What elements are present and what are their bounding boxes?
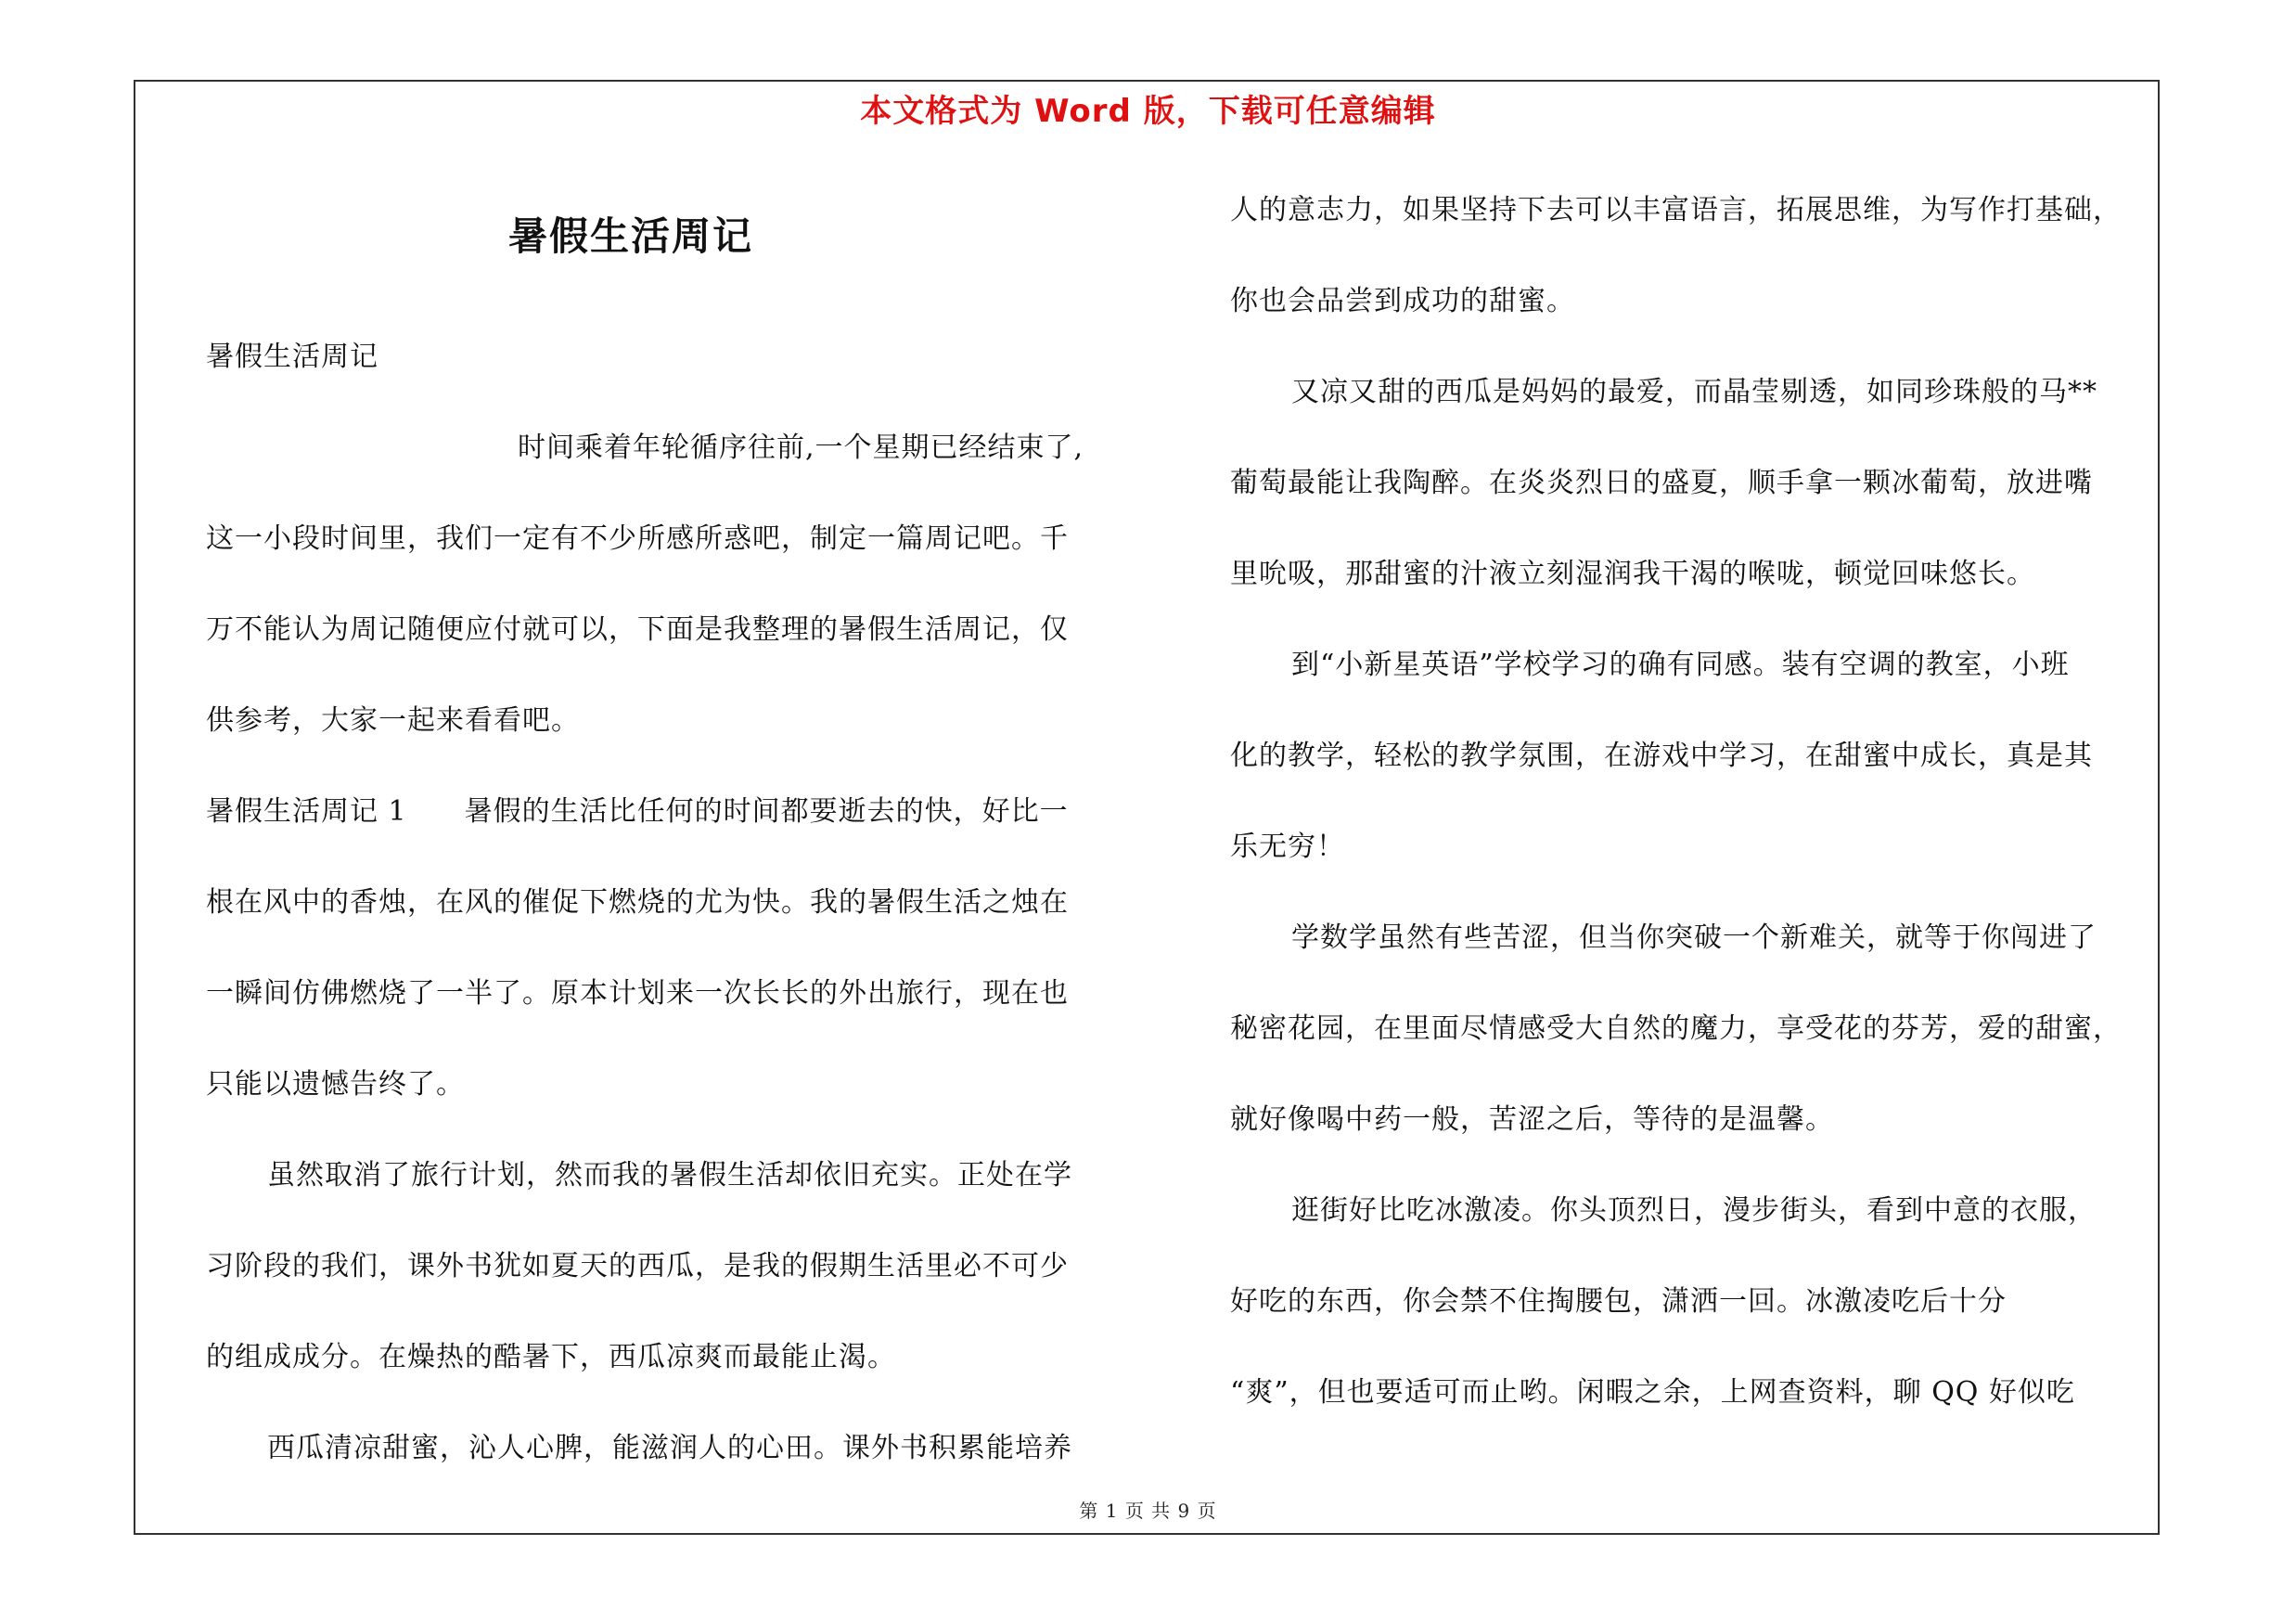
text-line: 好吃的东西，你会禁不住掏腰包，潇洒一回。冰激凌吃后十分	[1230, 1285, 2007, 1318]
format-banner: 本文格式为 Word 版，下载可任意编辑	[860, 93, 1436, 130]
text-line: 化的教学，轻松的教学氛围，在游戏中学习，在甜蜜中成长，真是其	[1230, 740, 2093, 772]
text-line: 人的意志力，如果坚持下去可以丰富语言，拓展思维，为写作打基础，	[1230, 194, 2122, 226]
text-line: 根在风中的香烛，在风的催促下燃烧的尤为快。我的暑假生活之烛在	[206, 886, 1069, 919]
text-line: 习阶段的我们，课外书犹如夏天的西瓜，是我的假期生活里必不可少	[206, 1250, 1069, 1282]
text-line: “爽”，但也要适可而止哟。闲暇之余，上网查资料，聊 QQ 好似吃	[1230, 1376, 2075, 1409]
text-line: 一瞬间仿佛燃烧了一半了。原本计划来一次长长的外出旅行，现在也	[206, 977, 1069, 1010]
page-footer: 第 1 页 共 9 页	[1079, 1500, 1217, 1522]
text-line: 西瓜清凉甜蜜，沁人心脾，能滋润人的心田。课外书积累能培养	[267, 1432, 1072, 1464]
text-line: 里吮吸，那甜蜜的汁液立刻湿润我干渴的喉咙，顿觉回味悠长。	[1230, 558, 2035, 590]
text-line: 学数学虽然有些苦涩，但当你突破一个新难关，就等于你闯进了	[1291, 921, 2097, 954]
text-line: 只能以遗憾告终了。	[206, 1068, 465, 1101]
text-line: 万不能认为周记随便应付就可以，下面是我整理的暑假生活周记，仅	[206, 613, 1069, 646]
text-line: 到“小新星英语”学校学习的确有同感。装有空调的教室，小班	[1291, 649, 2070, 681]
text-line: 这一小段时间里，我们一定有不少所感所惑吧，制定一篇周记吧。千	[206, 522, 1069, 555]
subtitle-line: 暑假生活周记	[206, 341, 378, 373]
text-line: 逛街好比吃冰激凌。你头顶烈日，漫步街头，看到中意的衣服，	[1291, 1194, 2097, 1227]
text-line: 乐无穷！	[1230, 831, 1345, 863]
text-line: 供参考，大家一起来看看吧。	[206, 704, 580, 737]
text-line: 就好像喝中药一般，苦涩之后，等待的是温馨。	[1230, 1103, 1834, 1136]
text-line: 暑假生活周记 1 暑假的生活比任何的时间都要逝去的快，好比一	[206, 795, 1069, 828]
text-line: 虽然取消了旅行计划，然而我的暑假生活却依旧充实。正处在学	[267, 1159, 1072, 1191]
document-title: 暑假生活周记	[508, 213, 754, 259]
text-line: 的组成成分。在燥热的酷暑下，西瓜凉爽而最能止渴。	[206, 1341, 896, 1373]
text-line: 又凉又甜的西瓜是妈妈的最爱，而晶莹剔透，如同珍珠般的马**	[1291, 376, 2097, 408]
text-line: 你也会品尝到成功的甜蜜。	[1230, 285, 1575, 317]
text-line: 时间乘着年轮循序往前,一个星期已经结束了,	[518, 432, 1084, 464]
text-line: 葡萄最能让我陶醉。在炎炎烈日的盛夏，顺手拿一颗冰葡萄，放进嘴	[1230, 467, 2093, 499]
text-line: 秘密花园，在里面尽情感受大自然的魔力，享受花的芬芳，爱的甜蜜，	[1230, 1012, 2122, 1045]
